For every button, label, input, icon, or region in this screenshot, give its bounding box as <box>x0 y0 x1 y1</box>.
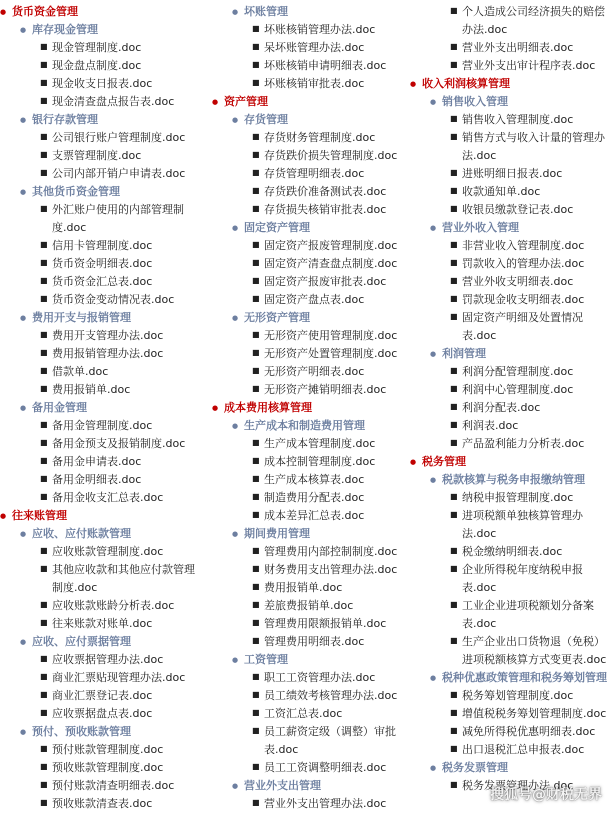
document-item[interactable]: ■ 销售方式与收入计量的管理办 <box>410 129 608 147</box>
document-item[interactable]: ■ 无形资产处置管理制度.doc <box>212 345 412 363</box>
document-item[interactable]: ■ 现金盘点制度.doc <box>0 57 200 75</box>
document-item[interactable]: ■ 存货跌价损失管理制度.doc <box>212 147 412 165</box>
document-item[interactable]: ■ 坏账核销审批表.doc <box>212 75 412 93</box>
document-item[interactable]: ■ 预付账款管理制度.doc <box>0 741 200 759</box>
document-item[interactable]: ■ 收银员缴款登记表.doc <box>410 201 608 219</box>
subsection-heading: ● 库存现金管理 <box>0 21 200 39</box>
document-item[interactable]: ■ 公司银行账户管理制度.doc <box>0 129 200 147</box>
section-heading: ● 资产管理 <box>212 93 412 111</box>
document-item[interactable]: ■ 增值税税务筹划管理制度.doc <box>410 705 608 723</box>
document-item-continued: 制度.doc <box>52 581 98 594</box>
document-item[interactable]: ■ 商业汇票登记表.doc <box>0 687 200 705</box>
document-item[interactable]: ■ 商业汇票贴现管理办法.doc <box>0 669 200 687</box>
document-item[interactable]: ■ 固定资产报废审批表.doc <box>212 273 412 291</box>
document-item[interactable]: ■ 公司内部开销户申请表.doc <box>0 165 200 183</box>
document-item[interactable]: ■ 备用金明细表.doc <box>0 471 200 489</box>
document-item[interactable]: ■ 制造费用分配表.doc <box>212 489 412 507</box>
document-item[interactable]: ■ 成本控制管理制度.doc <box>212 453 412 471</box>
section-heading: ● 税务管理 <box>410 453 608 471</box>
document-item[interactable]: ■ 管理费用明细表.doc <box>212 633 412 651</box>
document-item[interactable]: ■ 借款单.doc <box>0 363 200 381</box>
document-item[interactable]: ■ 坏账核销管理办法.doc <box>212 21 412 39</box>
document-item[interactable]: ■ 工资汇总表.doc <box>212 705 412 723</box>
document-item[interactable]: ■ 员工绩效考核管理办法.doc <box>212 687 412 705</box>
document-item[interactable]: ■ 收款通知单.doc <box>410 183 608 201</box>
subsection-heading: ● 销售收入管理 <box>410 93 608 111</box>
document-item[interactable]: ■ 其他应收款和其他应付款管理 <box>0 561 200 579</box>
document-item[interactable]: ■ 销售收入管理制度.doc <box>410 111 608 129</box>
subsection-heading: ● 税务发票管理 <box>410 759 608 777</box>
subsection-heading: ● 应收、应付账款管理 <box>0 525 200 543</box>
document-item[interactable]: ■ 外汇账户使用的内部管理制 <box>0 201 200 219</box>
subsection-heading: ● 费用开支与报销管理 <box>0 309 200 327</box>
document-item[interactable]: ■ 生产企业出口货物退（免税） <box>410 633 608 651</box>
document-item[interactable]: ■ 税务筹划管理制度.doc <box>410 687 608 705</box>
document-item[interactable]: ■ 应收账款管理制度.doc <box>0 543 200 561</box>
document-item[interactable]: ■ 现金收支日报表.doc <box>0 75 200 93</box>
document-item[interactable]: ■ 预收账款清查表.doc <box>0 795 200 813</box>
document-item[interactable]: ■ 成本差异汇总表.doc <box>212 507 412 525</box>
document-item[interactable]: ■ 备用金收支汇总表.doc <box>0 489 200 507</box>
document-item[interactable]: ■ 费用开支管理办法.doc <box>0 327 200 345</box>
document-item[interactable]: ■ 货币资金明细表.doc <box>0 255 200 273</box>
document-item[interactable]: ■ 营业外收支明细表.doc <box>410 273 608 291</box>
document-item[interactable]: ■ 费用报销管理办法.doc <box>0 345 200 363</box>
document-item[interactable]: ■ 货币资金汇总表.doc <box>0 273 200 291</box>
subsection-heading: ● 利润管理 <box>410 345 608 363</box>
document-item[interactable]: ■ 管理费用限额报销单.doc <box>212 615 412 633</box>
document-item[interactable]: ■ 员工薪资定级（调整）审批 <box>212 723 412 741</box>
document-item[interactable]: ■ 支票管理制度.doc <box>0 147 200 165</box>
document-item[interactable]: ■ 费用报销单.doc <box>212 579 412 597</box>
subsection-heading: ● 坏账管理 <box>212 3 412 21</box>
document-item[interactable]: ■ 呆坏账管理办法.doc <box>212 39 412 57</box>
document-item[interactable]: ■ 税金缴纳明细表.doc <box>410 543 608 561</box>
document-item[interactable]: ■ 工业企业进项税额划分备案 <box>410 597 608 615</box>
document-item[interactable]: ■ 固定资产报废管理制度.doc <box>212 237 412 255</box>
document-item[interactable]: ■ 营业外支出管理办法.doc <box>212 795 412 813</box>
document-item[interactable]: ■ 出口退税汇总申报表.doc <box>410 741 608 759</box>
document-item[interactable]: ■ 现金清查盘点报告表.doc <box>0 93 200 111</box>
subsection-heading: ● 固定资产管理 <box>212 219 412 237</box>
document-item-continued: 表.doc <box>264 743 299 756</box>
subsection-heading: ● 备用金管理 <box>0 399 200 417</box>
document-item[interactable]: ■ 职工工资管理办法.doc <box>212 669 412 687</box>
subsection-heading: ● 税款核算与税务申报缴纳管理 <box>410 471 608 489</box>
document-item[interactable]: ■ 减免所得税优惠明细表.doc <box>410 723 608 741</box>
document-item[interactable]: ■ 生产成本管理制度.doc <box>212 435 412 453</box>
document-item[interactable]: ■ 管理费用内部控制制度.doc <box>212 543 412 561</box>
subsection-heading: ● 存货管理 <box>212 111 412 129</box>
section-heading: ● 往来账管理 <box>0 507 200 525</box>
document-item-continued: 表.doc <box>462 329 497 342</box>
document-item[interactable]: ■ 财务费用支出管理办法.doc <box>212 561 412 579</box>
document-item[interactable]: ■ 营业外支出审计程序表.doc <box>410 57 608 75</box>
document-item-continued: 办法.doc <box>462 23 508 36</box>
document-item[interactable]: ■ 罚款现金收支明细表.doc <box>410 291 608 309</box>
document-item[interactable]: ■ 利润分配表.doc <box>410 399 608 417</box>
column-2 <box>212 3 412 813</box>
document-item[interactable]: ■ 差旅费报销单.doc <box>212 597 412 615</box>
document-item[interactable]: ■ 备用金预支及报销制度.doc <box>0 435 200 453</box>
document-item[interactable]: ■ 生产成本核算表.doc <box>212 471 412 489</box>
document-item[interactable]: ■ 固定资产盘点表.doc <box>212 291 412 309</box>
document-item[interactable]: ■ 进项税额单独核算管理办 <box>410 507 608 525</box>
section-heading: ● 货币资金管理 <box>0 3 200 21</box>
document-item[interactable]: ■ 非营业收入管理制度.doc <box>410 237 608 255</box>
document-item[interactable]: ■ 产品盈利能力分析表.doc <box>410 435 608 453</box>
column-3 <box>410 3 608 795</box>
document-item[interactable]: ■ 个人造成公司经济损失的赔偿 <box>410 3 608 21</box>
section-heading: ● 成本费用核算管理 <box>212 399 412 417</box>
subsection-heading: ● 生产成本和制造费用管理 <box>212 417 412 435</box>
document-item[interactable]: ■ 固定资产明细及处置情况 <box>410 309 608 327</box>
document-item[interactable]: ■ 利润分配管理制度.doc <box>410 363 608 381</box>
document-item[interactable]: ■ 预收账款管理制度.doc <box>0 759 200 777</box>
subsection-heading: ● 银行存款管理 <box>0 111 200 129</box>
document-item[interactable]: ■ 企业所得税年度纳税申报 <box>410 561 608 579</box>
document-item[interactable]: ■ 预付账款清查明细表.doc <box>0 777 200 795</box>
subsection-heading: ● 营业外支出管理 <box>212 777 412 795</box>
document-item[interactable]: ■ 利润表.doc <box>410 417 608 435</box>
document-item[interactable]: ■ 存货管理明细表.doc <box>212 165 412 183</box>
document-item[interactable]: ■ 存货跌价准备测试表.doc <box>212 183 412 201</box>
document-item[interactable]: ■ 存货财务管理制度.doc <box>212 129 412 147</box>
document-item-continued: 度.doc <box>52 221 87 234</box>
document-item-continued: 表.doc <box>462 581 497 594</box>
document-item[interactable]: ■ 往来账款对账单.doc <box>0 615 200 633</box>
document-item[interactable]: ■ 进账明细日报表.doc <box>410 165 608 183</box>
document-item[interactable]: ■ 无形资产明细表.doc <box>212 363 412 381</box>
document-item[interactable]: ■ 费用报销单.doc <box>0 381 200 399</box>
document-item[interactable]: ■ 备用金申请表.doc <box>0 453 200 471</box>
document-item-continued: 进项税额核算方式变更表.doc <box>462 653 607 666</box>
document-item[interactable]: ■ 营业外支出明细表.doc <box>410 39 608 57</box>
document-item-continued: 表.doc <box>462 617 497 630</box>
document-item[interactable]: ■ 坏账核销申请明细表.doc <box>212 57 412 75</box>
column-1 <box>0 3 200 813</box>
subsection-heading: ● 预付、预收账款管理 <box>0 723 200 741</box>
document-item[interactable]: ■ 固定资产清查盘点制度.doc <box>212 255 412 273</box>
document-item[interactable]: ■ 无形资产使用管理制度.doc <box>212 327 412 345</box>
document-item[interactable]: ■ 备用金管理制度.doc <box>0 417 200 435</box>
document-item[interactable]: ■ 应收账款账龄分析表.doc <box>0 597 200 615</box>
document-item[interactable]: ■ 无形资产摊销明细表.doc <box>212 381 412 399</box>
document-item[interactable]: ■ 罚款收入的管理办法.doc <box>410 255 608 273</box>
watermark-text: 搜狐号@财税无界 <box>490 787 602 803</box>
document-item[interactable]: ■ 纳税申报管理制度.doc <box>410 489 608 507</box>
section-heading: ● 收入利润核算管理 <box>410 75 608 93</box>
subsection-heading: ● 营业外收入管理 <box>410 219 608 237</box>
document-item[interactable]: ■ 员工工资调整明细表.doc <box>212 759 412 777</box>
subsection-heading: ● 其他货币资金管理 <box>0 183 200 201</box>
subsection-heading: ● 税种优惠政策管理和税务筹划管理 <box>410 669 608 687</box>
subsection-heading: ● 应收、应付票据管理 <box>0 633 200 651</box>
document-item[interactable]: ■ 现金管理制度.doc <box>0 39 200 57</box>
document-item[interactable]: ■ 应收票据盘点表.doc <box>0 705 200 723</box>
document-item[interactable]: ■ 货币资金变动情况表.doc <box>0 291 200 309</box>
document-item[interactable]: ■ 税务发票管理办法.doc <box>410 777 608 795</box>
document-item[interactable]: ■ 信用卡管理制度.doc <box>0 237 200 255</box>
subsection-heading: ● 工资管理 <box>212 651 412 669</box>
document-item[interactable]: ■ 利润中心管理制度.doc <box>410 381 608 399</box>
subsection-heading: ● 期间费用管理 <box>212 525 412 543</box>
document-item[interactable]: ■ 存货损失核销审批表.doc <box>212 201 412 219</box>
document-item[interactable]: ■ 应收票据管理办法.doc <box>0 651 200 669</box>
document-item-continued: 法.doc <box>462 149 497 162</box>
document-item-continued: 法.doc <box>462 527 497 540</box>
subsection-heading: ● 无形资产管理 <box>212 309 412 327</box>
